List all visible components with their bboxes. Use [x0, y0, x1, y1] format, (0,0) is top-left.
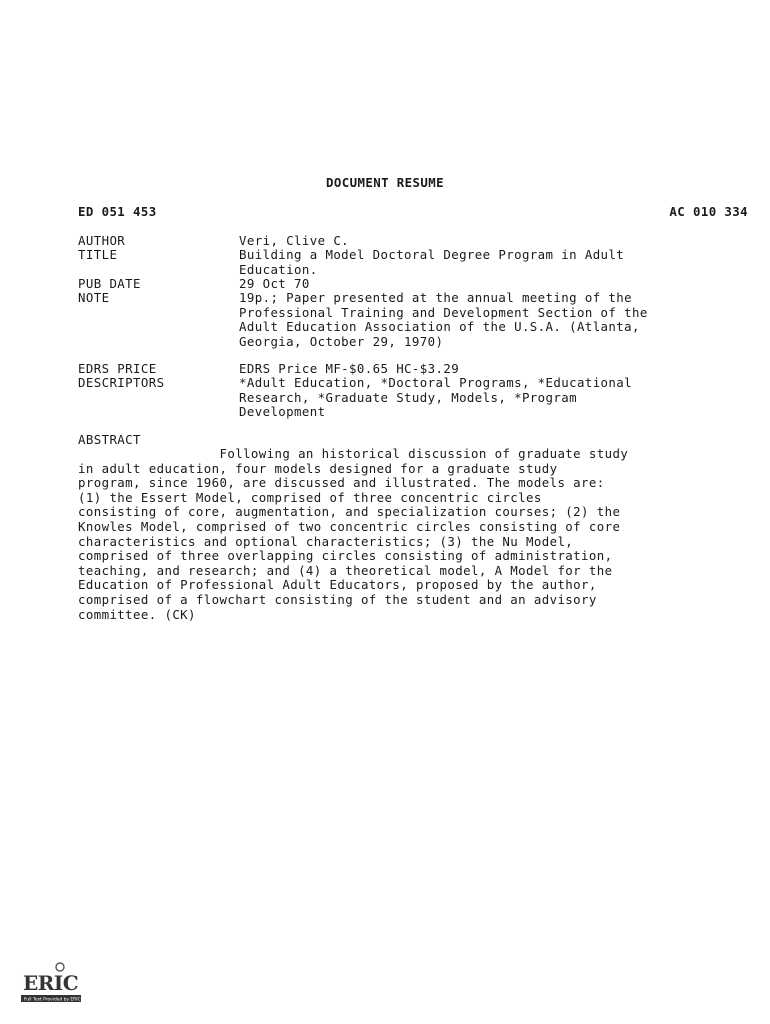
document-title: DOCUMENT RESUME [326, 175, 444, 190]
title-value: Building a Model Doctoral Degree Program in Adult Education. [239, 247, 625, 277]
author-value: Veri, Clive C. [239, 233, 350, 248]
eric-logo-text: ERIC [23, 971, 79, 995]
author-label: AUTHOR [78, 233, 126, 248]
abstract-label: ABSTRACT [78, 432, 141, 447]
eric-logo-graphic [20, 962, 82, 1004]
eric-logo-subtext: Full Text Provided by ERIC [24, 997, 81, 1003]
edrs-price-value: EDRS Price MF-$0.65 HC-$3.29 [239, 361, 460, 376]
descriptors-value: *Adult Education, *Doctoral Programs, *Educational Research, *Graduate Study, Models, *Program Development [239, 375, 632, 420]
pub-date-value: 29 Oct 70 [239, 276, 310, 291]
ac-number: AC 010 334 [669, 204, 748, 219]
note-value: 19p.; Paper presented at the annual meeting of the Professional Training and Development Section of the Adult Education Association of the U.S.A. (Atlanta, Georgia, October 29, 1970) [239, 290, 648, 349]
note-label: NOTE [78, 290, 110, 305]
descriptors-label: DESCRIPTORS [78, 375, 165, 390]
eric-logo [20, 962, 82, 1004]
pub-date-label: PUB DATE [78, 276, 141, 291]
abstract-text: Following an historical discussion of graduate study in adult education, four models designed for a graduate study program, since 1960, are discussed and illustrated. The models are: (1) the Essert Model, comprised of three concentric circles consisting of core, augmentation, and specialization courses; (2) the Knowles Model, comprised of two concentric circles consisting of core characteristics and optional characteristics; (3) the Nu Model, comprised of three overlapping circles consisting of administration, teaching, and research; and (4) a theoretical model, A Model for the Education of Professional Adult Educators, proposed by the author, comprised of a flowchart consisting of the student and an advisory committee. (CK) [78, 446, 629, 622]
ed-number: ED 051 453 [78, 204, 157, 219]
title-label: TITLE [78, 247, 118, 262]
edrs-price-label: EDRS PRICE [78, 361, 157, 376]
